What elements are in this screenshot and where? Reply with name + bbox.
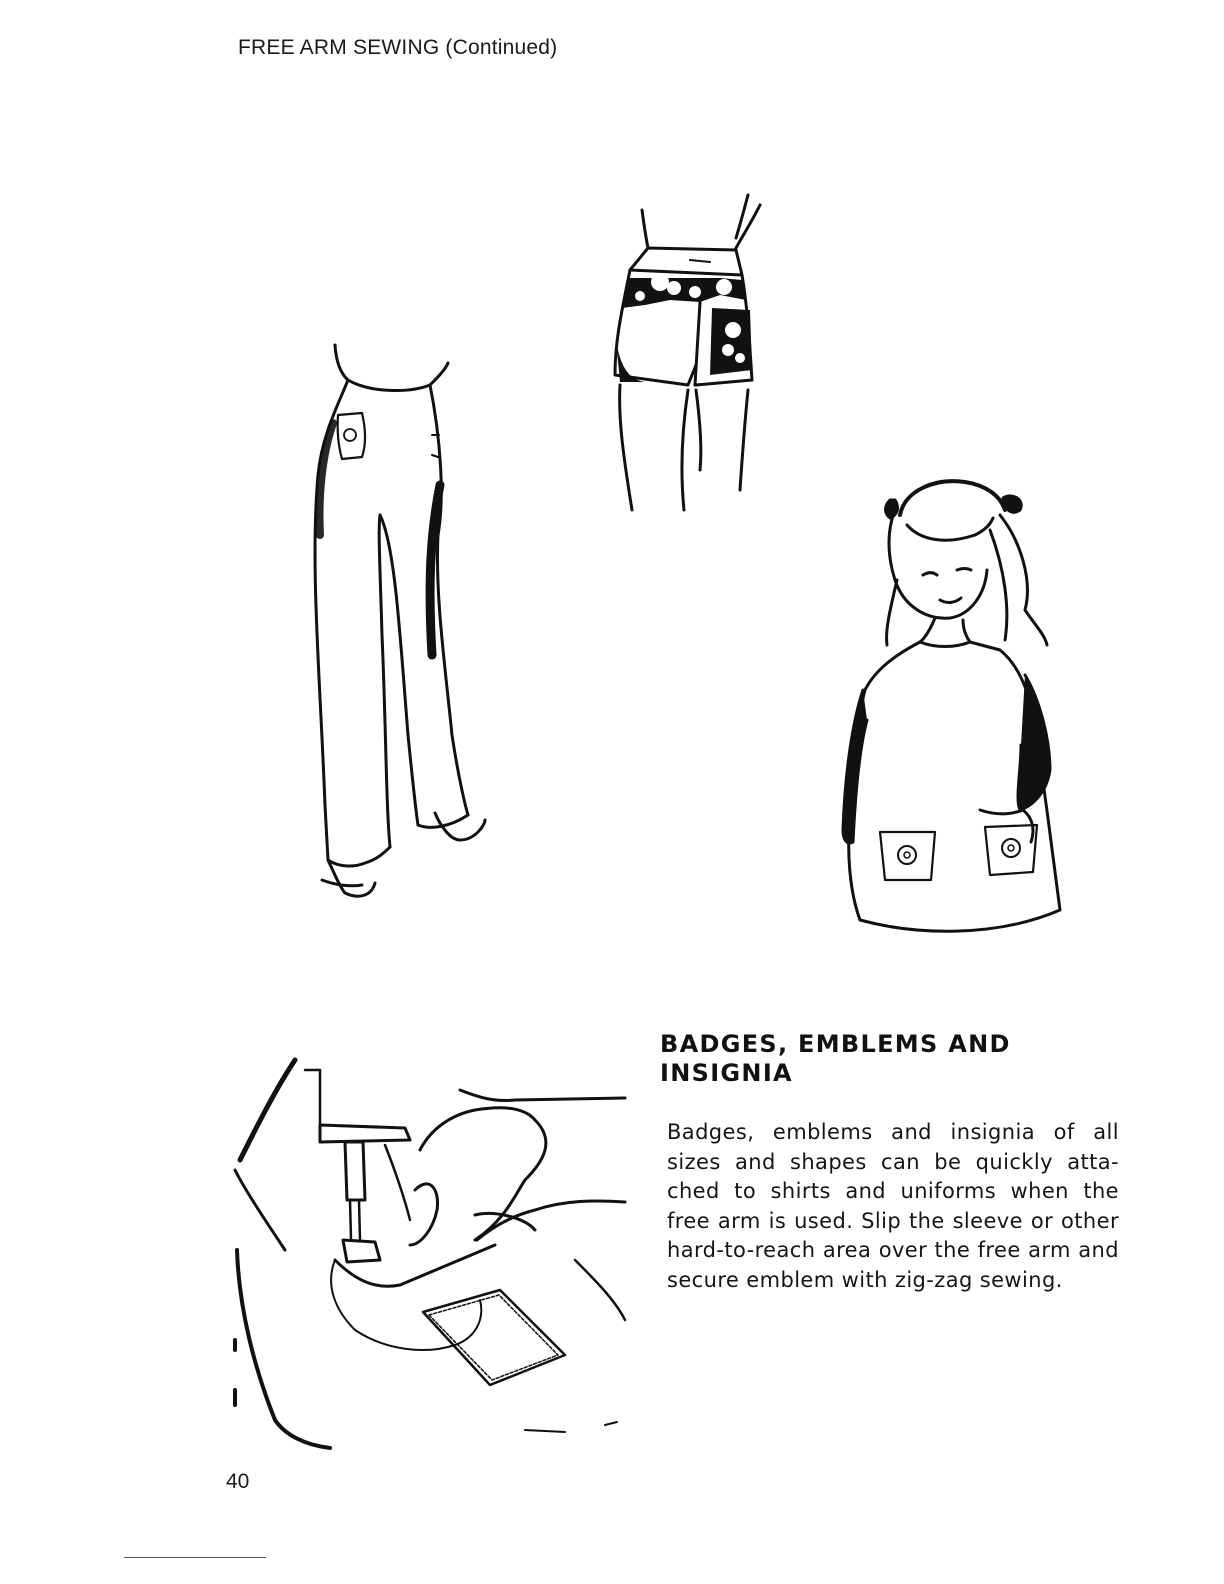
footer-rule — [124, 1557, 266, 1558]
section-body-text: Badges, emblems and insignia of all sizes and shapes can be quickly atta-ched to shirts and uniforms when the free arm is used. Slip the sleeve or other hard-to-reach area over the free arm and secure emblem with zig-zag sewing. — [667, 1120, 1119, 1292]
sewing-machine-zigzag-emblem-icon — [225, 1050, 635, 1450]
girl-in-jumper-with-flower-pocket-icon — [835, 470, 1085, 945]
section-heading: BADGES, EMBLEMS AND INSIGNIA — [660, 1030, 1011, 1087]
floral-print-shorts-icon — [600, 190, 770, 520]
flared-pants-with-pocket-emblem-icon — [300, 335, 495, 910]
running-header: FREE ARM SEWING (Continued) — [238, 36, 558, 59]
page-number: 40 — [226, 1470, 250, 1493]
